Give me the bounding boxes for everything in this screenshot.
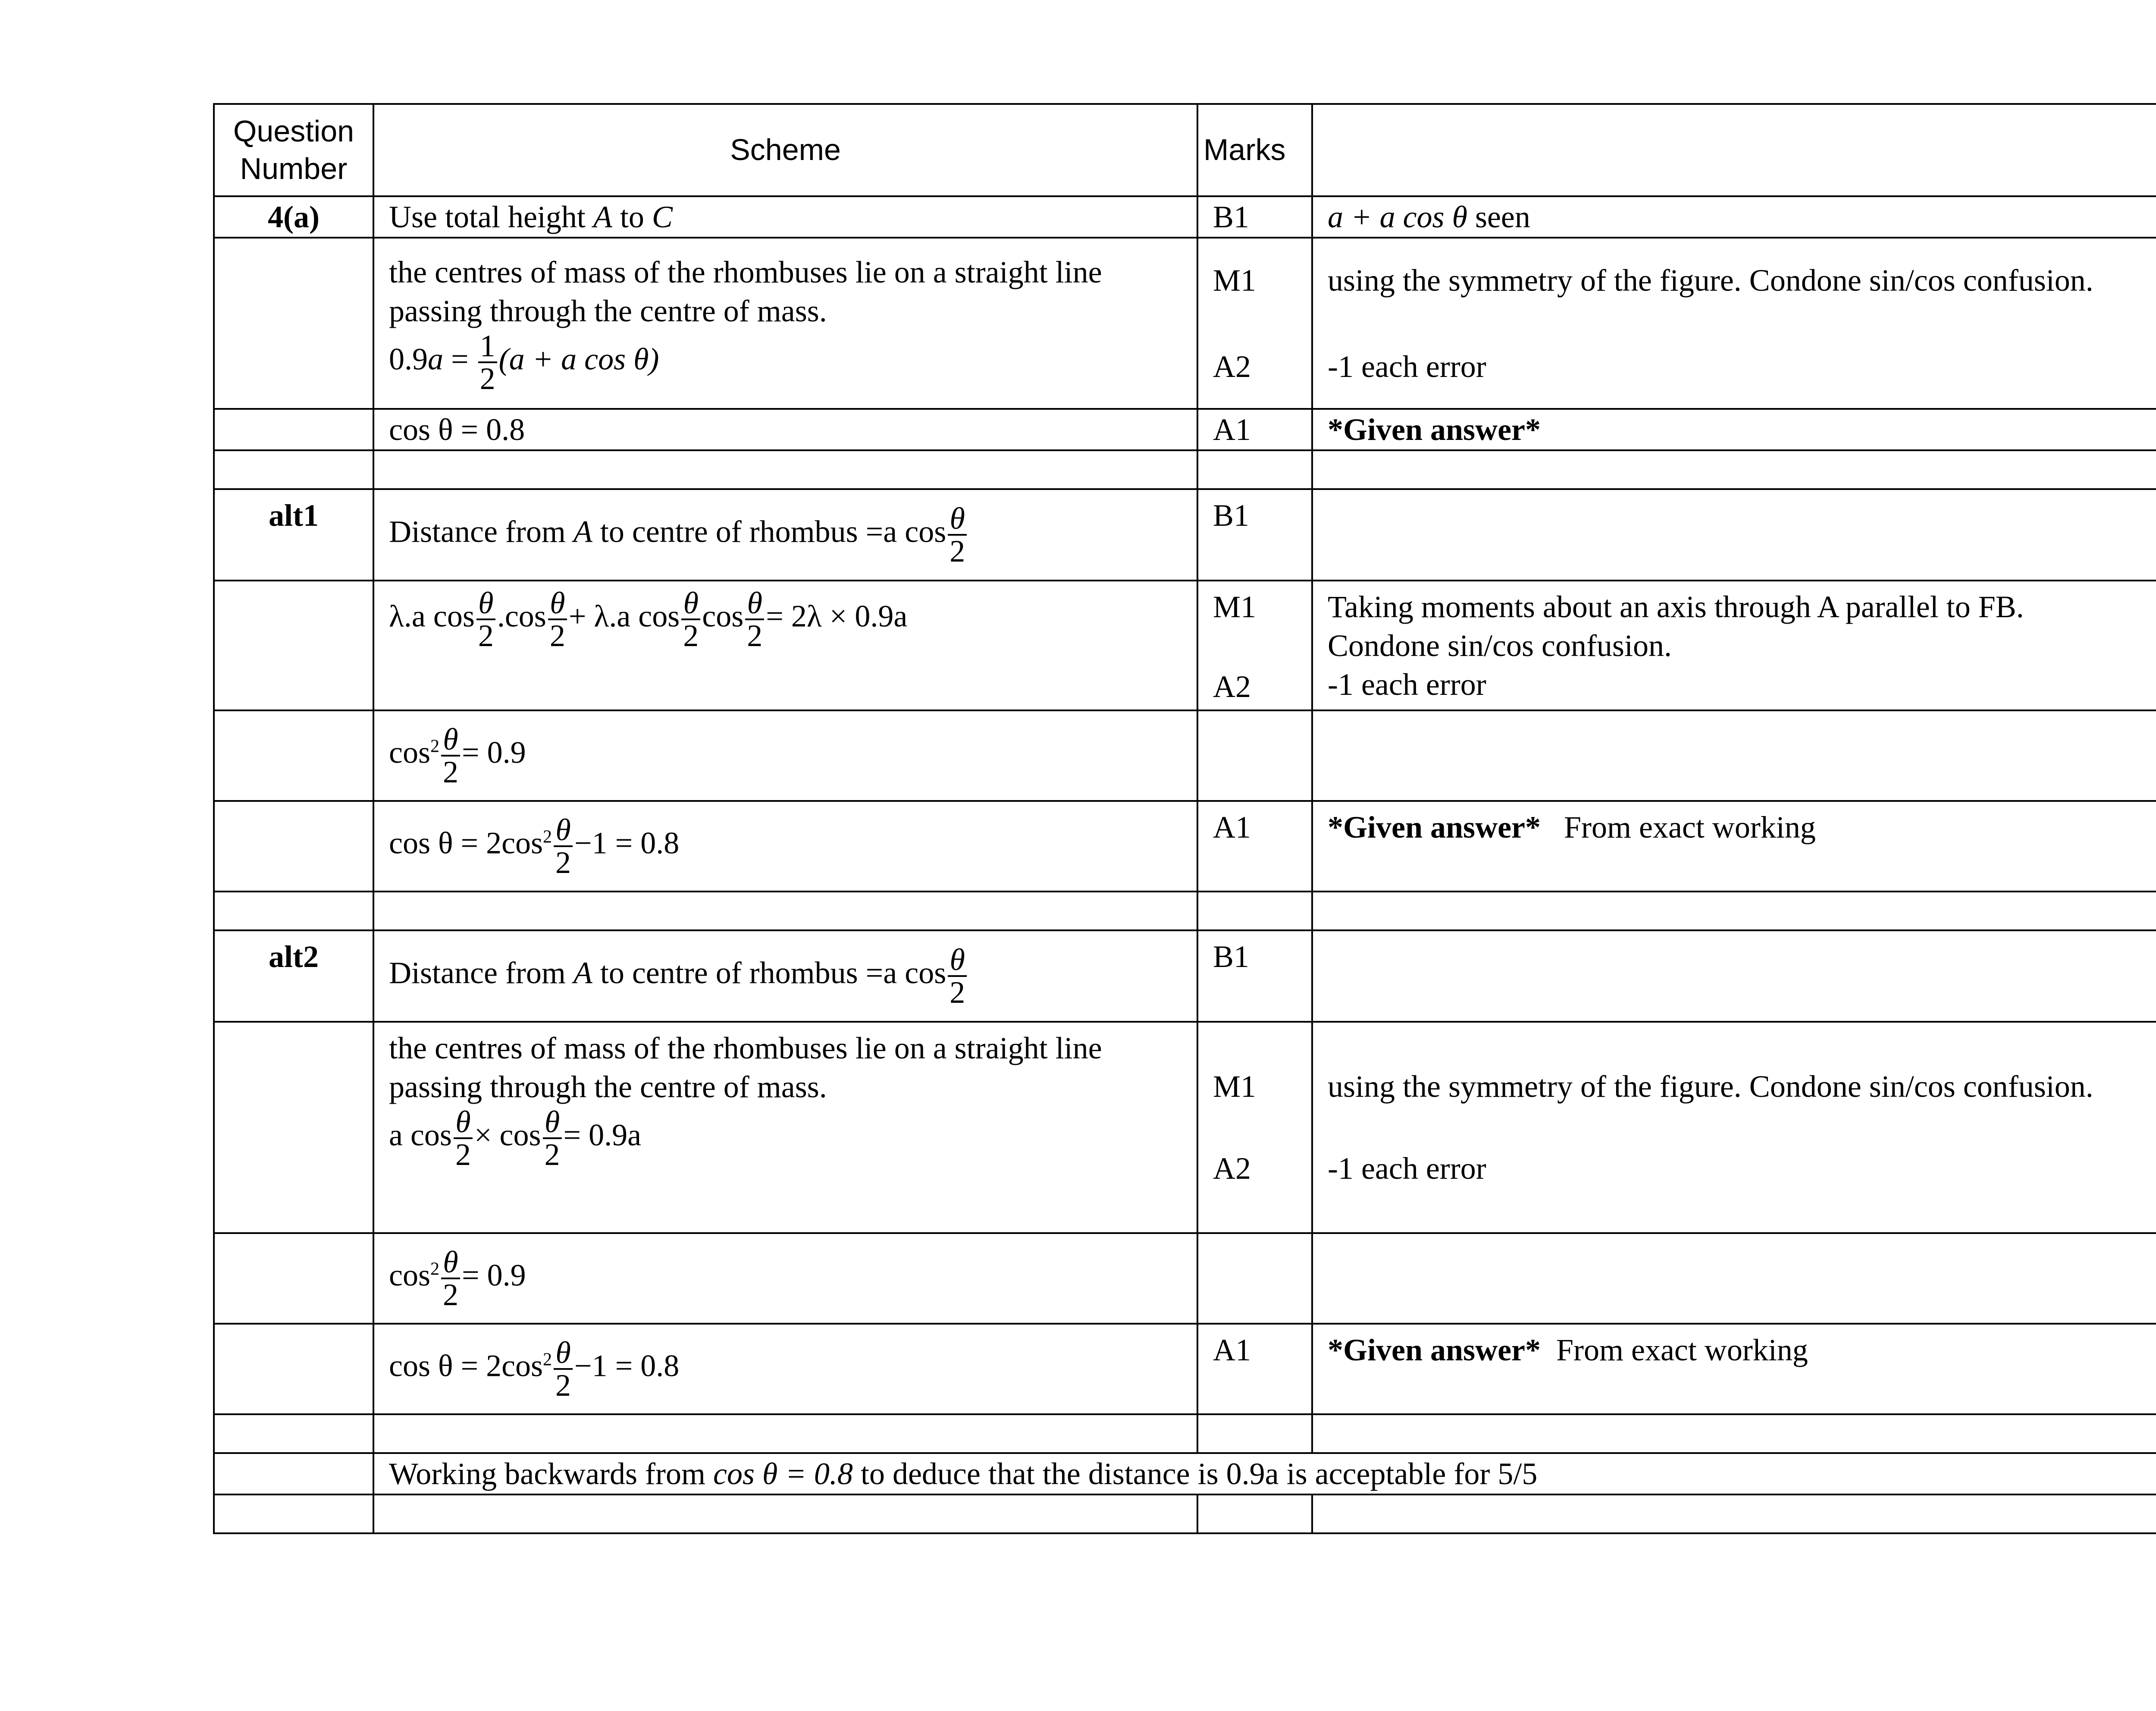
note-cell: *Given answer* From exact working bbox=[1312, 801, 2156, 892]
table-row bbox=[214, 1233, 2156, 1324]
note-cell: Taking moments about an axis through A parallel to FB. Condone sin/cos confusion. -1 each error bbox=[1312, 581, 2156, 710]
header-row bbox=[214, 104, 2156, 196]
mark-cell: M1 A2 bbox=[1197, 1022, 1312, 1233]
table-row bbox=[214, 1324, 2156, 1414]
scheme-cell: Use total height A to C bbox=[373, 196, 1197, 238]
table-row bbox=[214, 710, 2156, 801]
table-row bbox=[214, 196, 2156, 238]
equation: 0.9a = $\frac{1}{2}$ (a + a cos θ) bbox=[389, 328, 659, 396]
scheme-cell: Distance from A to centre of rhombus =a cos $\frac{\theta}{2}$ bbox=[373, 930, 1197, 1022]
table-row bbox=[214, 930, 2156, 1022]
equation: $\cos \theta = 2\cos^2$ $\frac{\theta}{2}$ −1 = 0.8 bbox=[389, 813, 680, 880]
equation: $\cos \theta = 2\cos^2$ $\frac{\theta}{2}$ −1 = 0.8 bbox=[389, 1335, 680, 1403]
mark-cell: B1 bbox=[1197, 930, 1312, 1022]
mark-cell: A1 bbox=[1197, 1324, 1312, 1414]
note-cell: using the symmetry of the figure. Condone sin/cos confusion. -1 each error bbox=[1312, 238, 2156, 409]
fraction: $\frac{\theta}{2}$ bbox=[948, 944, 967, 1008]
mark-cell: A1 bbox=[1197, 409, 1312, 450]
header-question-number: Question Number bbox=[214, 104, 373, 196]
header-notes bbox=[1312, 104, 2156, 196]
scheme-cell bbox=[373, 1324, 1197, 1414]
mark-scheme-table bbox=[213, 103, 2156, 1534]
scheme-cell: cos θ = 0.8 bbox=[373, 409, 1197, 450]
table-row bbox=[214, 1022, 2156, 1233]
given-answer-note: *Given answer* bbox=[1312, 409, 2156, 450]
footer-note: Working backwards from cos θ = 0.8 to deduce that the distance is 0.9a is acceptable for 5/5 bbox=[373, 1453, 2156, 1494]
mark-cell: B1 bbox=[1197, 489, 1312, 581]
table-row bbox=[214, 489, 2156, 581]
mark-cell: M1 A2 bbox=[1197, 238, 1312, 409]
scheme-cell bbox=[373, 801, 1197, 892]
footer-row bbox=[214, 1453, 2156, 1494]
scheme-cell: the centres of mass of the rhombuses lie on a straight line passing through the centre of mass. 0.9a = $\frac{1}{2}$ (a + a cos θ) bbox=[373, 238, 1197, 409]
note-cell: a + a cos θ seen bbox=[1312, 196, 2156, 238]
scheme-cell: the centres of mass of the rhombuses lie on a straight line passing through the centre of mass. a cos $\frac{\theta}{2}$ × cos $\frac{\theta}{2}$ = 0.9a bbox=[373, 1022, 1197, 1233]
equation: $\cos^2$ $\frac{\theta}{2}$ = 0.9 bbox=[389, 722, 526, 789]
spacer-row bbox=[214, 450, 2156, 489]
scheme-cell: Distance from A to centre of rhombus =a cos $\frac{\theta}{2}$ bbox=[373, 489, 1197, 581]
question-label-empty bbox=[214, 238, 373, 409]
question-label: alt2 bbox=[214, 930, 373, 1022]
equation: λ.a cos $\frac{\theta}{2}$ .cos $\frac{\theta}{2}$ + λ.a cos $\frac{\theta}{2}$ cos $\frac{\theta}{2}$ = 2λ × 0.9a bbox=[389, 586, 908, 653]
fraction: $\frac{1}{2}$ bbox=[478, 330, 497, 394]
spacer-row bbox=[214, 1494, 2156, 1533]
note-cell: using the symmetry of the figure. Condone sin/cos confusion. -1 each error bbox=[1312, 1022, 2156, 1233]
table-row bbox=[214, 581, 2156, 710]
equation: $\cos^2$ $\frac{\theta}{2}$ = 0.9 bbox=[389, 1245, 526, 1312]
scheme-cell bbox=[373, 710, 1197, 801]
spacer-row bbox=[214, 1414, 2156, 1453]
equation: a cos $\frac{\theta}{2}$ × cos $\frac{\theta}{2}$ = 0.9a bbox=[389, 1105, 642, 1172]
header-scheme: Scheme bbox=[373, 104, 1197, 196]
note-cell: *Given answer* From exact working bbox=[1312, 1324, 2156, 1414]
question-label: 4(a) bbox=[214, 196, 373, 238]
table-row bbox=[214, 409, 2156, 450]
mark-cell: B1 bbox=[1197, 196, 1312, 238]
scheme-cell bbox=[373, 1233, 1197, 1324]
table-row bbox=[214, 801, 2156, 892]
scheme-cell bbox=[373, 581, 1197, 710]
fraction: $\frac{\theta}{2}$ bbox=[948, 503, 967, 567]
question-label: alt1 bbox=[214, 489, 373, 581]
mark-cell: A1 bbox=[1197, 801, 1312, 892]
table-row bbox=[214, 238, 2156, 409]
mark-cell: M1 A2 bbox=[1197, 581, 1312, 710]
header-marks: Marks bbox=[1197, 104, 1312, 196]
spacer-row bbox=[214, 892, 2156, 930]
